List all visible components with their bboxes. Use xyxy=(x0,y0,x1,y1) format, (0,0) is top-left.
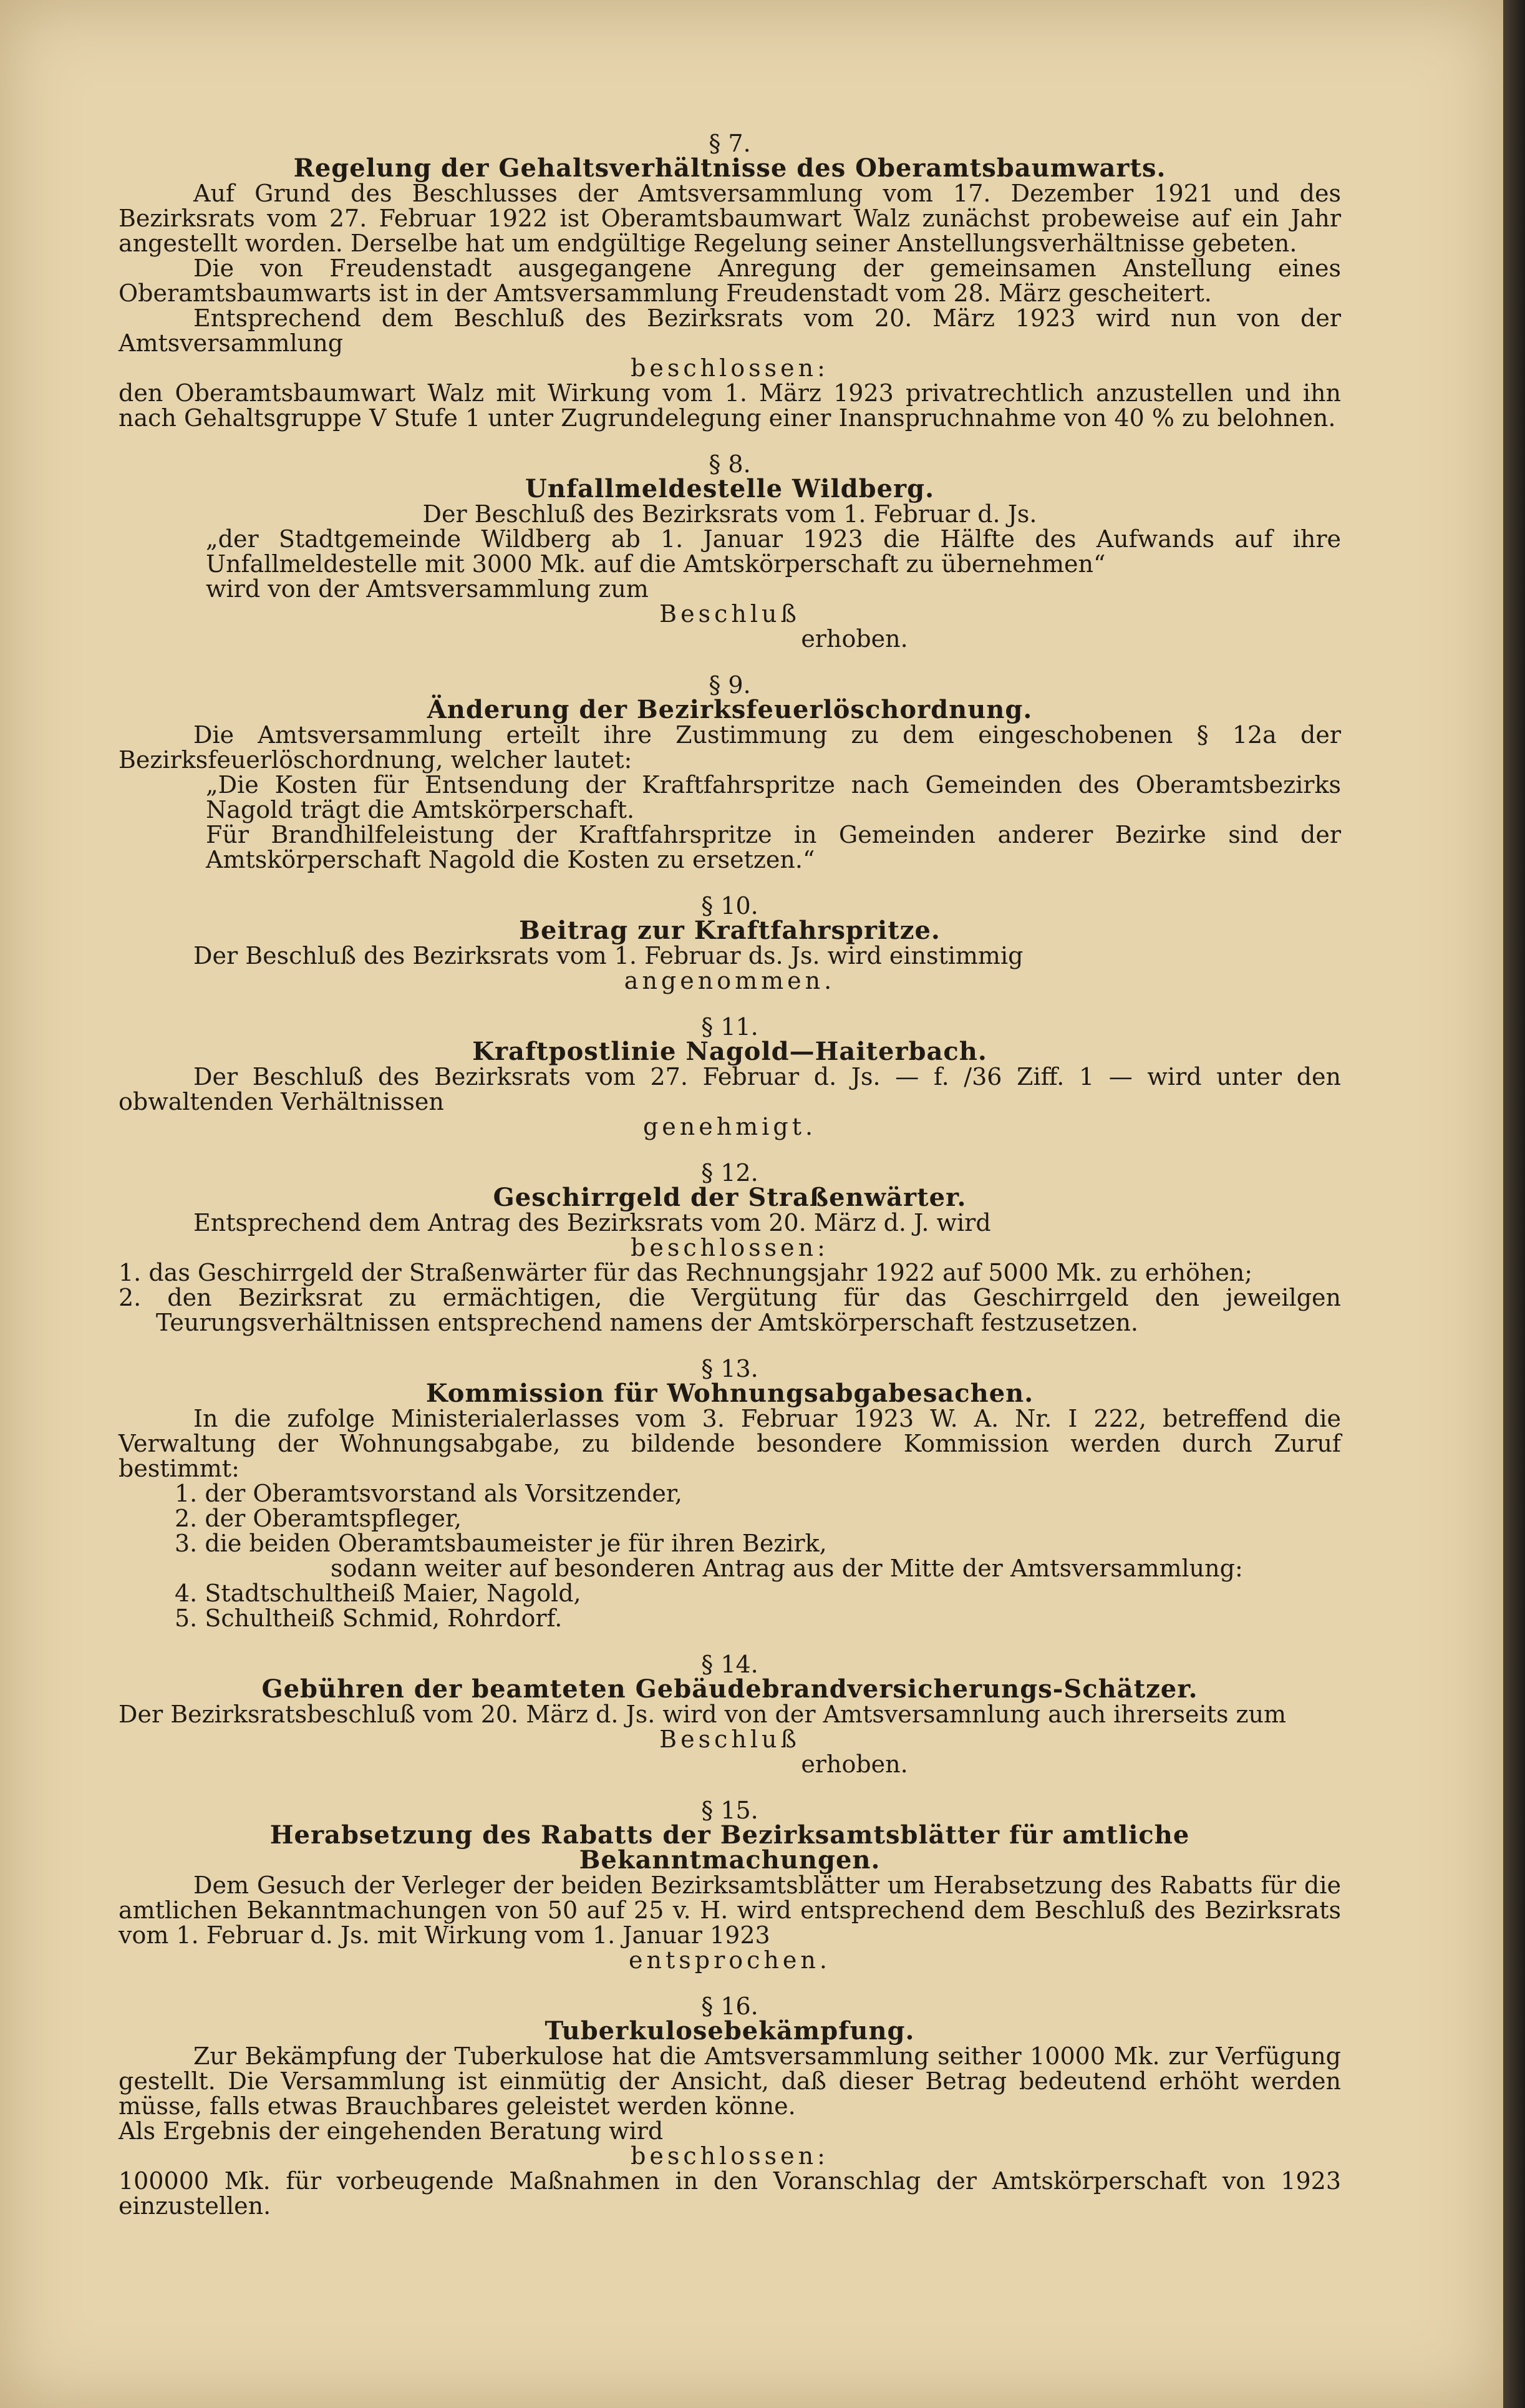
list-item: 2. der Oberamtspfleger, xyxy=(175,1505,462,1532)
paragraph: Der Bezirksratsbeschluß vom 20. März d. Js. wird von der Amtsversamnlung auch ihrerseits zum xyxy=(119,1701,1287,1728)
section-heading: Unfallmeldestelle Wildberg. xyxy=(525,474,935,503)
document-content xyxy=(119,131,1341,2218)
section-heading: Kraftpostlinie Nagold—Haiterbach. xyxy=(472,1037,987,1066)
list-item: 1. der Oberamtsvorstand als Vorsitzender, xyxy=(175,1480,682,1507)
list-item: 2. den Bezirksrat zu ermächtigen, die Vergütung für das Geschirrgeld den jeweilgen Teurungsverhältnissen entsprechend namens der Amtskörperschaft festzusetzen. xyxy=(119,1284,1341,1336)
section-heading: Herabsetzung des Rabatts der Bezirksamtsblätter für amtliche Bekanntmachungen. xyxy=(269,1820,1190,1875)
section-heading: Änderung der Bezirksfeuerlöschordnung. xyxy=(427,695,1033,724)
section-number: § 9. xyxy=(709,671,751,699)
section-number: § 12. xyxy=(701,1159,758,1187)
list-item: 4. Stadtschultheiß Maier, Nagold, xyxy=(175,1580,581,1607)
quote: „Die Kosten für Entsendung der Kraftfahrspritze nach Gemeinden des Oberamtsbezirks Nagold trägt die Amtskörperschaft. xyxy=(206,771,1341,823)
paragraph: wird von der Amtsversammlung zum xyxy=(206,575,649,603)
decision-word: genehmigt. xyxy=(642,1113,817,1140)
section-number: § 11. xyxy=(701,1013,758,1041)
paragraph: den Oberamtsbaumwart Walz mit Wirkung vom 1. März 1923 privatrechtlich anzustellen und ihn nach Gehaltsgruppe V Stufe 1 unter Zugrundelegung einer Inanspruchnahme von 40 % zu belohnen. xyxy=(119,379,1341,432)
quote: „der Stadtgemeinde Wildberg ab 1. Januar 1923 die Hälfte des Aufwands auf ihre Unfallmeldestelle mit 3000 Mk. auf die Amtskörperschaft zu übernehmen“ xyxy=(206,525,1341,578)
decision-word: angenommen. xyxy=(624,967,836,994)
section-heading: Geschirrgeld der Straßenwärter. xyxy=(493,1183,967,1212)
section-heading: Beitrag zur Kraftfahrspritze. xyxy=(519,916,941,945)
paragraph: Der Beschluß des Bezirksrats vom 1. Februar d. Js. xyxy=(422,500,1037,528)
paragraph: erhoben. xyxy=(801,625,908,653)
paragraph: Der Beschluß des Bezirksrats vom 1. Februar ds. Js. wird einstimmig xyxy=(193,942,1024,969)
section-heading: Tuberkulosebekämpfung. xyxy=(545,2016,915,2046)
decision-word: beschlossen: xyxy=(631,1234,829,1261)
list-item: 3. die beiden Oberamtsbaumeister je für ihren Bezirk, xyxy=(175,1530,827,1557)
section-number: § 7. xyxy=(709,130,751,157)
paragraph: Auf Grund des Beschlusses der Amtsversammlung vom 17. Dezember 1921 und des Bezirksrats vom 27. Februar 1922 ist Oberamtsbaumwart Walz zunächst probeweise auf ein Jahr angestellt worden. Derselbe hat um endgültige Regelung seiner Anstellungsverhältnisse gebeten. xyxy=(119,180,1341,257)
section-number: § 14. xyxy=(701,1651,758,1678)
decision-word: entsprochen. xyxy=(629,1946,831,1974)
decision-word: beschlossen: xyxy=(631,2142,829,2170)
paragraph: 100000 Mk. für vorbeugende Maßnahmen in den Voranschlag der Amtskörperschaft von 1923 einzustellen. xyxy=(119,2167,1341,2220)
paragraph: Entsprechend dem Beschluß des Bezirksrats vom 20. März 1923 wird nun von der Amtsversammlung xyxy=(119,304,1341,357)
page-edge-shadow xyxy=(1503,0,1525,2408)
paragraph: sodann weiter auf besonderen Antrag aus der Mitte der Amtsversammlung: xyxy=(331,1555,1243,1582)
section-number: § 15. xyxy=(701,1797,758,1824)
paragraph: Die Amtsversammlung erteilt ihre Zustimmung zu dem eingeschobenen § 12a der Bezirksfeuerlöschordnung, welcher lautet: xyxy=(119,721,1341,774)
section-heading: Regelung der Gehaltsverhältnisse des Oberamtsbaumwarts. xyxy=(293,153,1166,183)
quote: Für Brandhilfeleistung der Kraftfahrspritze in Gemeinden anderer Bezirke sind der Amtskörperschaft Nagold die Kosten zu ersetzen.“ xyxy=(206,821,1341,873)
decision-word: beschlossen: xyxy=(631,354,829,382)
paragraph: Der Beschluß des Bezirksrats vom 27. Februar d. Js. — f. /36 Ziff. 1 — wird unter den obwaltenden Verhältnissen xyxy=(119,1063,1341,1115)
list-item: 5. Schultheiß Schmid, Rohrdorf. xyxy=(175,1605,563,1632)
section-number: § 8. xyxy=(709,450,751,478)
list-item: 1. das Geschirrgeld der Straßenwärter für das Rechnungsjahr 1922 auf 5000 Mk. zu erhöhen; xyxy=(119,1259,1253,1286)
section-number: § 13. xyxy=(701,1355,758,1382)
section-number: § 16. xyxy=(701,1993,758,2020)
section-heading: Kommission für Wohnungsabgabesachen. xyxy=(425,1379,1034,1408)
paragraph: Dem Gesuch der Verleger der beiden Bezirksamtsblätter um Herabsetzung des Rabatts für die amtlichen Bekanntmachungen von 50 auf 25 v. H. wird entsprechend dem Beschluß des Bezirksrats vom 1. Februar d. Js. mit Wirkung vom 1. Januar 1923 xyxy=(119,1872,1341,1949)
decision-word: Beschluß xyxy=(659,600,800,628)
paragraph: Zur Bekämpfung der Tuberkulose hat die Amtsversammlung seither 10000 Mk. zur Verfügung gestellt. Die Versammlung ist einmütig der Ansicht, daß dieser Betrag bedeutend erhöht werden müsse, falls etwas Brauchbares geleistet werden könne. xyxy=(119,2042,1341,2120)
decision-word: Beschluß xyxy=(659,1726,800,1753)
paragraph: erhoben. xyxy=(801,1750,908,1778)
section-heading: Gebühren der beamteten Gebäudebrandversicherungs-Schätzer. xyxy=(261,1674,1198,1704)
paragraph: Entsprechend dem Antrag des Bezirksrats vom 20. März d. J. wird xyxy=(193,1209,991,1236)
paragraph: Als Ergebnis der eingehenden Beratung wird xyxy=(119,2117,664,2145)
paragraph: In die zufolge Ministerialerlasses vom 3. Februar 1923 W. A. Nr. I 222, betreffend die Verwaltung der Wohnungsabgabe, zu bildende besondere Kommission werden durch Zuruf bestimmt: xyxy=(119,1405,1341,1482)
paragraph: Die von Freudenstadt ausgegangene Anregung der gemeinsamen Anstellung eines Oberamtsbaumwarts ist in der Amtsversammlung Freudenstadt vom 28. März gescheitert. xyxy=(119,255,1341,307)
section-number: § 10. xyxy=(701,892,758,920)
